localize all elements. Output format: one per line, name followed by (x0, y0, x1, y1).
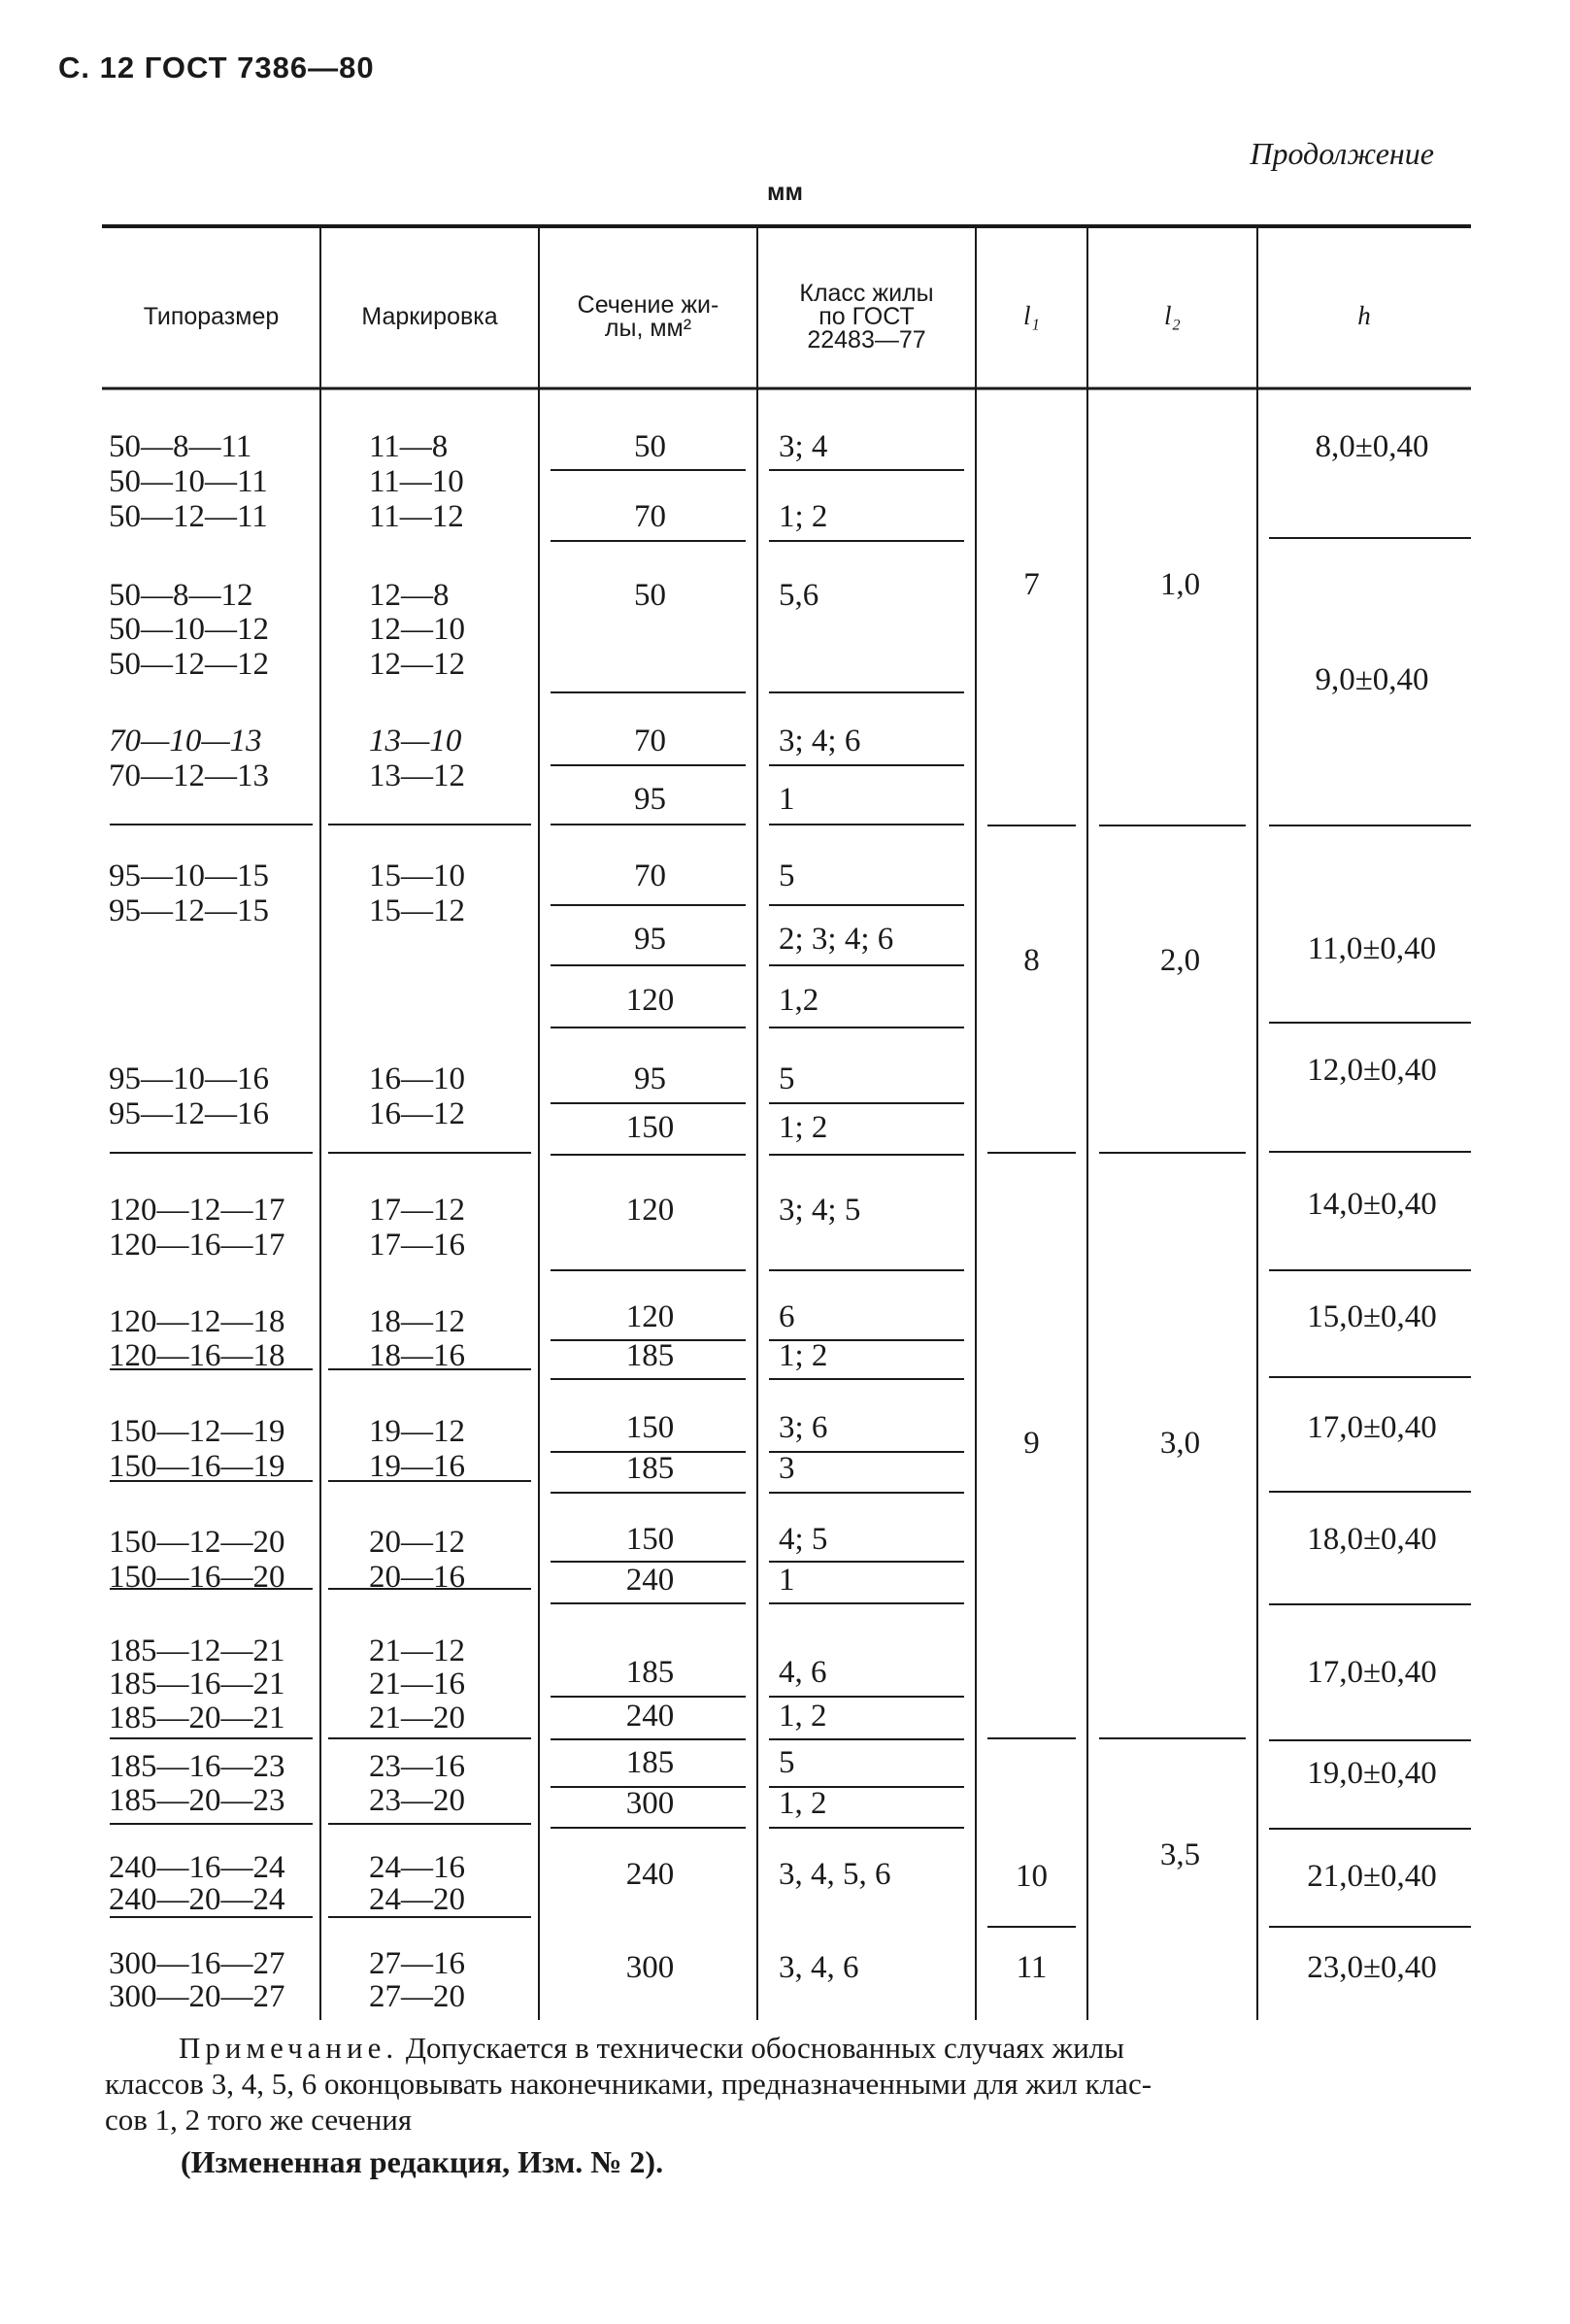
typesize-value: 300—16—27 (109, 1946, 285, 1981)
typesize-value: 50—12—11 (109, 499, 268, 534)
typesize-value: 185—20—23 (109, 1783, 285, 1818)
cross-section-value: 70 (634, 499, 666, 534)
column-header-label: l₂ (1164, 301, 1181, 330)
marking-value: 20—16 (369, 1560, 465, 1595)
typesize-value: 95—10—15 (109, 859, 269, 893)
conductor-class-value: 5 (779, 1745, 795, 1780)
typesize-value: 185—16—21 (109, 1667, 285, 1701)
cross-section-value: 95 (634, 922, 666, 957)
typesize-value: 70—12—13 (109, 758, 269, 793)
marking-value: 19—16 (369, 1449, 465, 1484)
cross-section-value: 150 (625, 1110, 675, 1145)
cross-section-value: 150 (625, 1410, 675, 1445)
typesize-value: 185—12—21 (109, 1634, 285, 1668)
conductor-class-value: 1; 2 (779, 1110, 828, 1145)
conductor-class-value: 1 (779, 1563, 795, 1598)
l1-value: 7 (1023, 567, 1040, 602)
conductor-class-value: 3, 4, 5, 6 (779, 1857, 891, 1892)
marking-value: 27—20 (369, 1979, 465, 2014)
typesize-value: 95—12—15 (109, 893, 269, 928)
l2-value: 1,0 (1159, 567, 1201, 602)
typesize-value: 120—12—17 (109, 1193, 285, 1228)
conductor-class-value: 1; 2 (779, 1338, 828, 1373)
typesize-value: 95—10—16 (109, 1061, 269, 1096)
marking-value: 23—16 (369, 1749, 465, 1784)
cross-section-value: 120 (625, 1299, 675, 1334)
marking-value: 13—12 (369, 758, 465, 793)
marking-value: 11—12 (369, 499, 464, 534)
height-value: 21,0±0,40 (1307, 1859, 1437, 1894)
cross-section-value: 185 (625, 1451, 675, 1486)
conductor-class-value: 3; 4; 5 (779, 1193, 861, 1228)
cross-section-value: 70 (634, 724, 666, 758)
marking-value: 11—8 (369, 429, 449, 464)
column-header-label: по ГОСТ (818, 303, 915, 330)
marking-value: 23—20 (369, 1783, 465, 1818)
conductor-class-value: 2; 3; 4; 6 (779, 922, 894, 957)
l1-value: 8 (1023, 943, 1040, 978)
conductor-class-value: 1; 2 (779, 499, 828, 534)
typesize-value: 240—20—24 (109, 1882, 285, 1917)
conductor-class-value: 6 (779, 1299, 795, 1334)
height-value: 23,0±0,40 (1307, 1950, 1437, 1985)
marking-value: 27—16 (369, 1946, 465, 1981)
continuation-label: Продолжение (1250, 136, 1434, 171)
typesize-value: 150—16—20 (109, 1560, 285, 1595)
column-header-label: Типоразмер (143, 303, 280, 330)
cross-section-value: 95 (634, 1061, 666, 1096)
column-header-label: Маркировка (361, 303, 498, 330)
marking-value: 11—10 (369, 464, 464, 499)
typesize-value: 240—16—24 (109, 1850, 285, 1885)
table-note (105, 2030, 1474, 2138)
marking-value: 21—12 (369, 1634, 465, 1668)
cross-section-value: 240 (625, 1563, 675, 1598)
marking-value: 12—10 (369, 612, 465, 647)
typesize-value: 150—12—19 (109, 1414, 285, 1449)
cross-section-value: 240 (625, 1857, 675, 1892)
l2-value: 3,0 (1159, 1426, 1201, 1461)
conductor-class-value: 4; 5 (779, 1522, 828, 1557)
height-value: 14,0±0,40 (1307, 1187, 1437, 1222)
cross-section-value: 240 (625, 1699, 675, 1734)
marking-value: 18—16 (369, 1338, 465, 1373)
cross-section-value: 70 (634, 859, 666, 893)
cross-section-value: 150 (625, 1522, 675, 1557)
marking-value: 20—12 (369, 1525, 465, 1560)
typesize-value: 120—16—17 (109, 1228, 285, 1263)
page-header: С. 12 ГОСТ 7386—80 (58, 51, 375, 84)
l1-value: 9 (1023, 1426, 1040, 1461)
conductor-class-value: 4, 6 (779, 1655, 827, 1690)
typesize-value: 150—12—20 (109, 1525, 285, 1560)
typesize-value: 185—16—23 (109, 1749, 285, 1784)
typesize-value: 70—10—13 (109, 724, 262, 758)
column-header-label: Сечение жи- (577, 291, 719, 319)
height-value: 18,0±0,40 (1307, 1522, 1437, 1557)
cross-section-value: 120 (625, 983, 675, 1018)
note-lead: Примечание. (179, 2031, 399, 2065)
typesize-value: 150—16—19 (109, 1449, 285, 1484)
typesize-value: 185—20—21 (109, 1701, 285, 1735)
marking-value: 16—10 (369, 1061, 465, 1096)
column-header-label: 22483—77 (807, 326, 926, 354)
cross-section-value: 50 (634, 578, 666, 613)
marking-value: 19—12 (369, 1414, 465, 1449)
marking-value: 12—12 (369, 647, 465, 682)
column-header-label: l₁ (1023, 301, 1040, 330)
conductor-class-value: 1 (779, 782, 795, 817)
height-value: 9,0±0,40 (1315, 662, 1429, 697)
l2-value: 2,0 (1159, 943, 1201, 978)
conductor-class-value: 1,2 (779, 983, 819, 1018)
l1-value: 11 (1016, 1950, 1048, 1985)
note-line-3: сов 1, 2 того же сечения (105, 2103, 413, 2137)
height-value: 15,0±0,40 (1307, 1299, 1437, 1334)
conductor-class-value: 5,6 (779, 578, 819, 613)
conductor-class-value: 3 (779, 1451, 795, 1486)
column-header-label: h (1357, 301, 1371, 330)
l1-value: 10 (1016, 1859, 1048, 1894)
height-value: 17,0±0,40 (1307, 1655, 1437, 1690)
height-value: 12,0±0,40 (1307, 1053, 1437, 1088)
marking-value: 24—16 (369, 1850, 465, 1885)
conductor-class-value: 1, 2 (779, 1786, 827, 1821)
conductor-class-value: 5 (779, 859, 795, 893)
marking-value: 15—10 (369, 859, 465, 893)
amendment-note: (Измененная редакция, Изм. № 2). (181, 2144, 664, 2179)
cross-section-value: 185 (625, 1655, 675, 1690)
cross-section-value: 120 (625, 1193, 675, 1228)
column-header-label: Класс жилы (799, 280, 934, 307)
typesize-value: 50—10—11 (109, 464, 268, 499)
cross-section-value: 185 (625, 1745, 675, 1780)
conductor-class-value: 3; 4 (779, 429, 828, 464)
height-value: 8,0±0,40 (1315, 429, 1429, 464)
conductor-class-value: 1, 2 (779, 1699, 827, 1734)
marking-value: 13—10 (369, 724, 462, 758)
conductor-class-value: 3; 6 (779, 1410, 828, 1445)
marking-value: 21—16 (369, 1667, 465, 1701)
typesize-value: 50—10—12 (109, 612, 269, 647)
height-value: 19,0±0,40 (1307, 1756, 1437, 1791)
units-label: мм (767, 179, 803, 206)
cross-section-value: 185 (625, 1338, 675, 1373)
marking-value: 17—12 (369, 1193, 465, 1228)
cross-section-value: 95 (634, 782, 666, 817)
cross-section-value: 300 (625, 1950, 675, 1985)
l2-value: 3,5 (1159, 1837, 1201, 1872)
marking-value: 21—20 (369, 1701, 465, 1735)
marking-value: 12—8 (369, 578, 450, 613)
cross-section-value: 50 (634, 429, 666, 464)
typesize-value: 120—12—18 (109, 1304, 285, 1339)
cross-section-value: 300 (625, 1786, 675, 1821)
conductor-class-value: 3; 4; 6 (779, 724, 861, 758)
marking-value: 16—12 (369, 1096, 465, 1131)
conductor-class-value: 3, 4, 6 (779, 1950, 859, 1985)
typesize-value: 50—8—12 (109, 578, 253, 613)
marking-value: 24—20 (369, 1882, 465, 1917)
typesize-value: 50—8—11 (109, 429, 252, 464)
marking-value: 15—12 (369, 893, 465, 928)
note-line-2: классов 3, 4, 5, 6 оконцовывать наконечниками, предназначенными для жил клас- (105, 2067, 1152, 2101)
marking-value: 18—12 (369, 1304, 465, 1339)
height-value: 11,0±0,40 (1307, 931, 1437, 966)
note-line-1: Допускается в технически обоснованных случаях жилы (398, 2031, 1124, 2065)
height-value: 17,0±0,40 (1307, 1410, 1437, 1445)
typesize-value: 300—20—27 (109, 1979, 285, 2014)
typesize-value: 95—12—16 (109, 1096, 269, 1131)
column-header-label: лы, мм² (604, 315, 692, 342)
typesize-value: 50—12—12 (109, 647, 269, 682)
conductor-class-value: 5 (779, 1061, 795, 1096)
marking-value: 17—16 (369, 1228, 465, 1263)
typesize-value: 120—16—18 (109, 1338, 285, 1373)
